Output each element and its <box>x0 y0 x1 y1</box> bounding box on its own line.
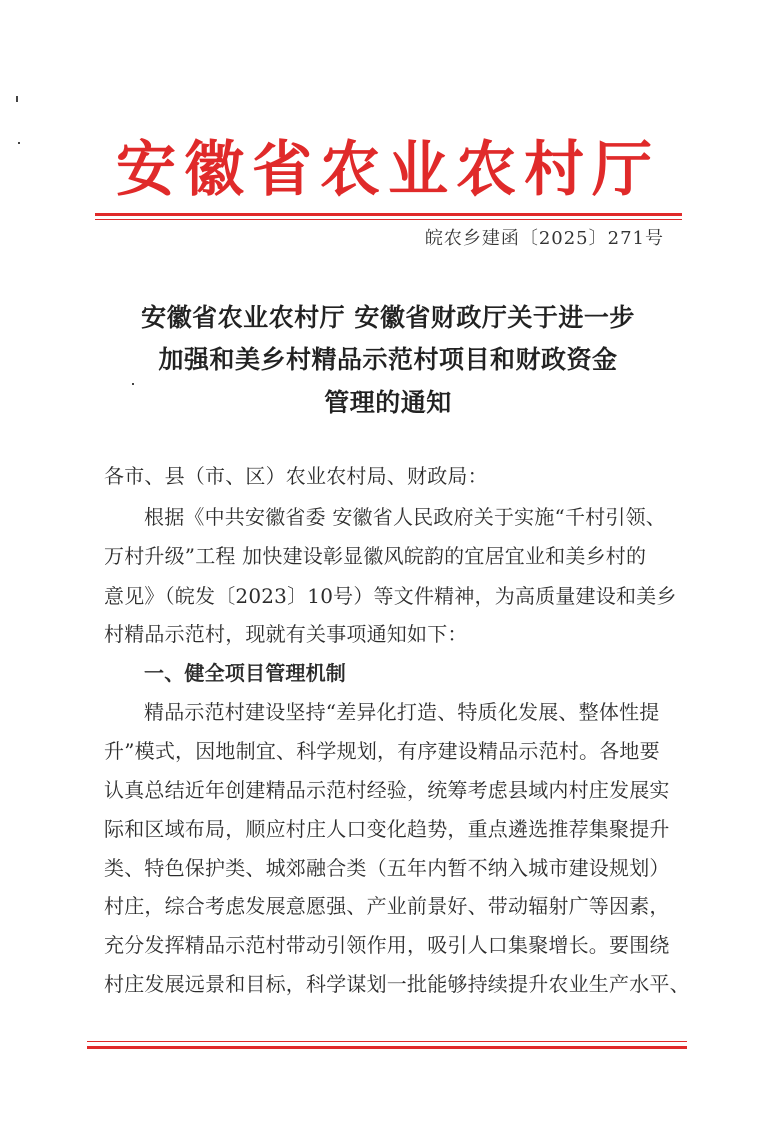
notice-title-line-3: 管理的通知 <box>324 388 452 417</box>
paragraph-2-line: 际和区域布局，顺应村庄人口变化趋势，重点遴选推荐集聚提升 <box>104 817 670 841</box>
paragraph-1-line: 万村升级”工程 加快建设彰显徽风皖韵的宜居宜业和美乡村的 <box>104 544 647 568</box>
header-red-rule-thin <box>95 219 682 220</box>
paragraph-1-line: 意见》（皖发〔2023〕10号）等文件精神，为高质量建设和美乡 <box>104 584 677 608</box>
header-red-rule <box>95 213 682 216</box>
scan-speck <box>18 142 20 144</box>
paragraph-2-line: 精品示范村建设坚持“差异化打造、特质化发展、整体性提 <box>144 700 660 724</box>
footer-red-rule-thin <box>87 1041 687 1042</box>
notice-title-line-1: 安徽省农业农村厅 安徽省财政厅关于进一步 <box>141 303 635 332</box>
notice-title-line-2: 加强和美乡村精品示范村项目和财政资金 <box>158 345 618 374</box>
paragraph-2-line: 村庄发展远景和目标，科学谋划一批能够持续提升农业生产水平、 <box>104 972 690 996</box>
paragraph-2-line: 充分发挥精品示范村带动引领作用，吸引人口集聚增长。要围绕 <box>104 933 670 957</box>
scan-speck <box>16 96 18 102</box>
paragraph-2-line: 类、特色保护类、城郊融合类（五年内暂不纳入城市建设规划） <box>104 856 670 880</box>
addressee: 各市、县（市、区）农业农村局、财政局： <box>104 464 488 488</box>
document-number: 皖农乡建函〔2025〕271号 <box>424 228 664 249</box>
paragraph-2-line: 升”模式，因地制宜、科学规划，有序建设精品示范村。各地要 <box>104 739 660 763</box>
section-1-heading: 一、健全项目管理机制 <box>144 661 346 685</box>
paragraph-2-line: 认真总结近年创建精品示范村经验，统筹考虑县域内村庄发展实 <box>104 778 670 802</box>
agency-header-title: 安徽省农业农村厅 <box>116 135 660 205</box>
paragraph-1-line: 村精品示范村，现就有关事项通知如下： <box>104 622 468 646</box>
paragraph-2-line: 村庄，综合考虑发展意愿强、产业前景好、带动辐射广等因素， <box>104 894 670 918</box>
paragraph-1-line: 根据《中共安徽省委 安徽省人民政府关于实施“千村引领、 <box>144 505 666 529</box>
footer-red-rule <box>87 1046 687 1049</box>
